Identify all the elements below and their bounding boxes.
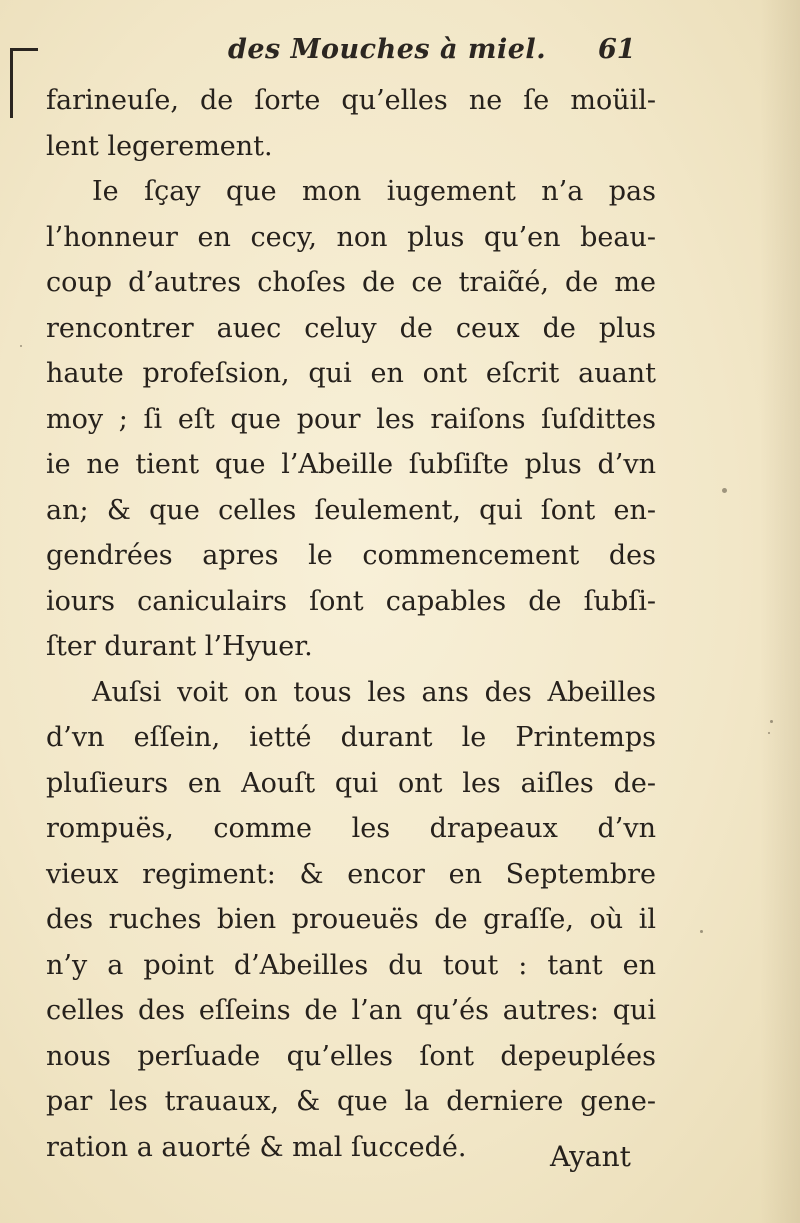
text-line: nous perſuade qu’elles ſont depeuplées <box>46 1040 656 1072</box>
body-text <box>46 78 656 1170</box>
text-line: d’vn eſſein, ietté durant le Printemps <box>46 722 656 753</box>
page-header <box>0 30 800 80</box>
text-line: des ruches bien proueuës de graſſe, où il <box>46 904 656 935</box>
text-line: iours caniculairs ſont capables de ſubſi- <box>46 585 656 617</box>
paper-speck <box>20 345 22 347</box>
catchword: Ayant <box>550 1140 631 1173</box>
text-line: rompuës, comme les drapeaux d’vn <box>46 813 656 844</box>
text-line: gendrées apres le commencement des <box>46 540 656 571</box>
paper-speck <box>722 488 727 493</box>
text-line: Ie ſçay que mon iugement n’a pas <box>92 176 656 207</box>
text-line: celles des eſſeins de l’an qu’és autres: qui <box>46 995 656 1026</box>
text-line: par les trauaux, & que la derniere gene- <box>46 1086 656 1117</box>
page-number: 61 <box>598 34 636 65</box>
text-line: ſter durant l’Hyuer. <box>46 631 313 662</box>
page-edge-shadow <box>760 0 800 1223</box>
text-line: an; & que celles ſeulement, qui ſont en- <box>46 494 656 526</box>
running-head: des Mouches à miel. <box>228 34 547 65</box>
text-line: coup d’autres choſes de ce traiɑ̃é, de me <box>46 267 656 298</box>
text-line: ration a auorté & mal ſuccedé. <box>46 1131 467 1163</box>
text-line: pluſieurs en Aouſt qui ont les aiſles de- <box>46 767 656 799</box>
paper-speck <box>768 732 770 734</box>
paper-speck <box>700 930 703 933</box>
text-line: n’y a point d’Abeilles du tout : tant en <box>46 949 656 981</box>
text-line: rencontrer auec celuy de ceux de plus <box>46 312 656 344</box>
text-line: l’honneur en cecy, non plus qu’en beau- <box>46 221 656 253</box>
text-line: Auſsi voit on tous les ans des Abeilles <box>92 676 656 708</box>
text-line: moy ; ſi eſt que pour les raiſons ſuſdittes <box>46 403 656 435</box>
text-line: lent legerement. <box>46 130 273 162</box>
text-line: haute profeſsion, qui en ont eſcrit auant <box>46 358 656 389</box>
text-line: ie ne tient que l’Abeille ſubſiſte plus d’vn <box>46 449 656 480</box>
paper-speck <box>770 720 773 723</box>
text-line: farineuſe, de ſorte qu’elles ne ſe moüil- <box>46 85 656 116</box>
text-line: vieux regiment: & encor en Septembre <box>46 858 656 890</box>
